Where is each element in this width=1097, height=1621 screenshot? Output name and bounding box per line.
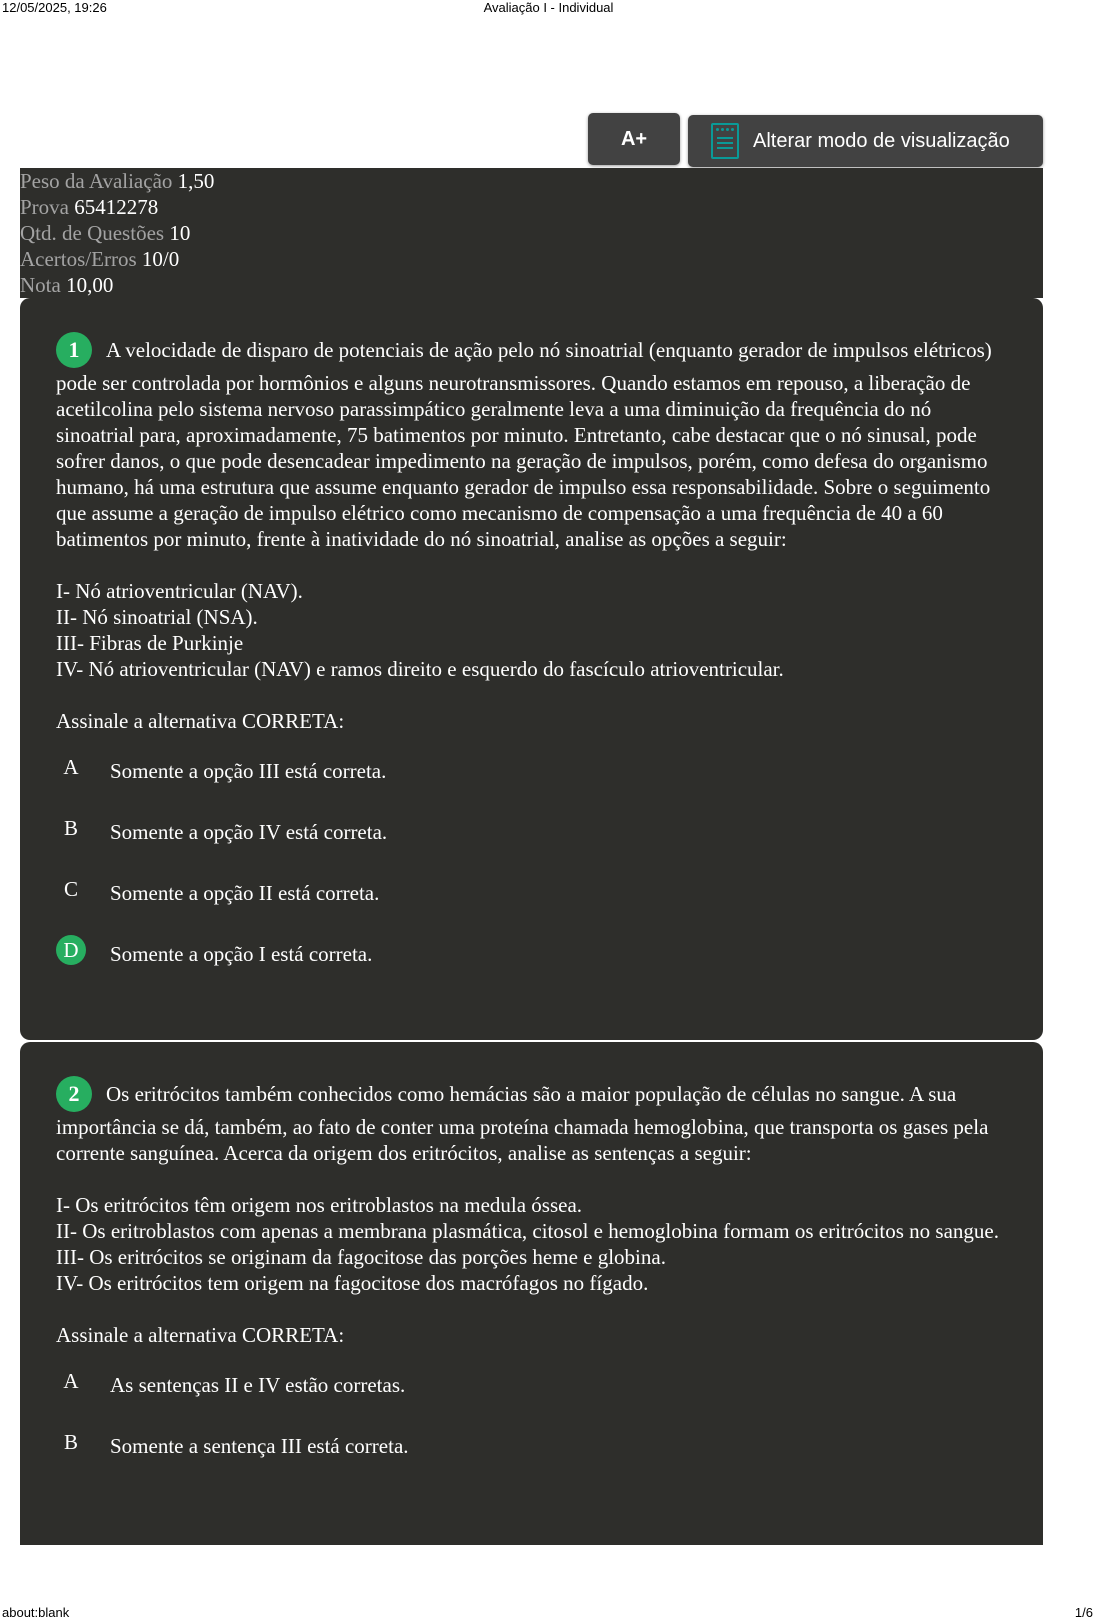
option-letter: B <box>63 815 78 840</box>
correct-option-badge: D <box>56 935 86 965</box>
info-label: Prova <box>20 195 69 219</box>
info-exam <box>20 194 1043 220</box>
option-text: As sentenças II e IV estão corretas. <box>110 1372 406 1397</box>
option-letter: B <box>63 1429 78 1454</box>
assessment-info <box>20 168 1043 298</box>
option-text: Somente a opção I está correta. <box>110 941 373 966</box>
question-prompt: Assinale a alternativa CORRETA: <box>56 709 345 733</box>
option-b[interactable] <box>56 801 1007 862</box>
info-value: 10 <box>169 221 191 245</box>
info-label: Peso da Avaliação <box>20 169 173 193</box>
option-text: Somente a opção IV está correta. <box>110 819 388 844</box>
question-card-1 <box>20 298 1043 1040</box>
view-mode-button[interactable] <box>688 115 1043 167</box>
statement-item: II- Os eritroblastos com apenas a membrana plasmática, citosol e hemoglobina formam os eritrócitos no sangue. <box>56 1219 999 1243</box>
question-statement: Os eritrócitos também conhecidos como hemácias são a maior população de células no sangue. A sua importância se dá, também, ao fato de conter uma proteína chamada hemoglobina, que transporta os gases pela corrente sanguínea. Acerca da origem dos eritrócitos, analise as sentenças a seguir: <box>56 1081 989 1165</box>
statement-item: IV- Os eritrócitos tem origem na fagocitose dos macrófagos no fígado. <box>56 1271 649 1295</box>
info-grade <box>20 272 1043 298</box>
print-datetime: 12/05/2025, 19:26 <box>2 0 107 15</box>
option-c[interactable] <box>56 862 1007 923</box>
print-page-number: 1/6 <box>1074 1605 1093 1620</box>
statement-item: III- Fibras de Purkinje <box>56 631 244 655</box>
info-label: Acertos/Erros <box>20 247 137 271</box>
question-number-badge: 1 <box>56 332 92 368</box>
info-label: Nota <box>20 273 61 297</box>
statement-item: I- Nó atrioventricular (NAV). <box>56 579 303 603</box>
view-mode-label: Alterar modo de visualização <box>753 129 1010 152</box>
option-letter: C <box>63 876 78 901</box>
option-a[interactable] <box>56 740 1007 801</box>
print-footer <box>0 1605 1097 1621</box>
question-text <box>56 1078 1007 1166</box>
option-letter: A <box>63 1368 79 1393</box>
option-letter: A <box>63 754 79 779</box>
info-value: 65412278 <box>74 195 159 219</box>
option-b[interactable] <box>56 1415 1007 1476</box>
print-title: Avaliação I - Individual <box>483 0 614 15</box>
statement-item: IV- Nó atrioventricular (NAV) e ramos direito e esquerdo do fascículo atrioventricular. <box>56 657 784 681</box>
info-value: 10,00 <box>66 273 114 297</box>
document-icon <box>711 123 739 159</box>
option-a[interactable] <box>56 1354 1007 1415</box>
info-weight <box>20 168 1043 194</box>
question-number-badge: 2 <box>56 1076 92 1112</box>
info-question-count <box>20 220 1043 246</box>
question-statement: A velocidade de disparo de potenciais de ação pelo nó sinoatrial (enquanto gerador de impulsos elétricos) pode ser controlada por hormônios e alguns neurotransmissores. Quando estamos em repouso, a liberação de acetilcolina pelo sistema nervoso parassimpático geralmente leva a uma diminuição da frequência do nó sinoatrial para, aproximadamente, 75 batimentos por minuto. Entretanto, cabe destacar que o nó sinusal, pode sofrer danos, o que pode desencadear impedimento na geração de impulsos, porém, como defesa do organismo humano, há uma estrutura que assume enquanto gerador de impulso essa responsabilidade. Sobre o seguimento que assume a geração de impulso elétrico como mecanismo de compensação a uma frequência de 40 a 60 batimentos por minuto, frente à inatividade do nó sinoatrial, analise as opções a seguir: <box>56 337 992 551</box>
option-d-correct[interactable] <box>56 923 1007 984</box>
info-value: 10/0 <box>141 247 180 271</box>
statement-item: I- Os eritrócitos têm origem nos eritroblastos na medula óssea. <box>56 1193 583 1217</box>
question-card-2 <box>20 1042 1043 1545</box>
question-text <box>56 334 1007 552</box>
font-size-button[interactable] <box>588 113 680 165</box>
font-size-label: A+ <box>620 127 648 150</box>
question-prompt: Assinale a alternativa CORRETA: <box>56 1323 345 1347</box>
print-url: about:blank <box>2 1605 70 1620</box>
option-text: Somente a sentença III está correta. <box>110 1433 409 1458</box>
option-text: Somente a opção III está correta. <box>110 758 387 783</box>
statement-item: III- Os eritrócitos se originam da fagocitose das porções heme e globina. <box>56 1245 666 1269</box>
info-label: Qtd. de Questões <box>20 221 165 245</box>
info-value: 1,50 <box>177 169 215 193</box>
print-header <box>0 0 1097 16</box>
statement-item: II- Nó sinoatrial (NSA). <box>56 605 258 629</box>
option-text: Somente a opção II está correta. <box>110 880 380 905</box>
info-score-ratio <box>20 246 1043 272</box>
